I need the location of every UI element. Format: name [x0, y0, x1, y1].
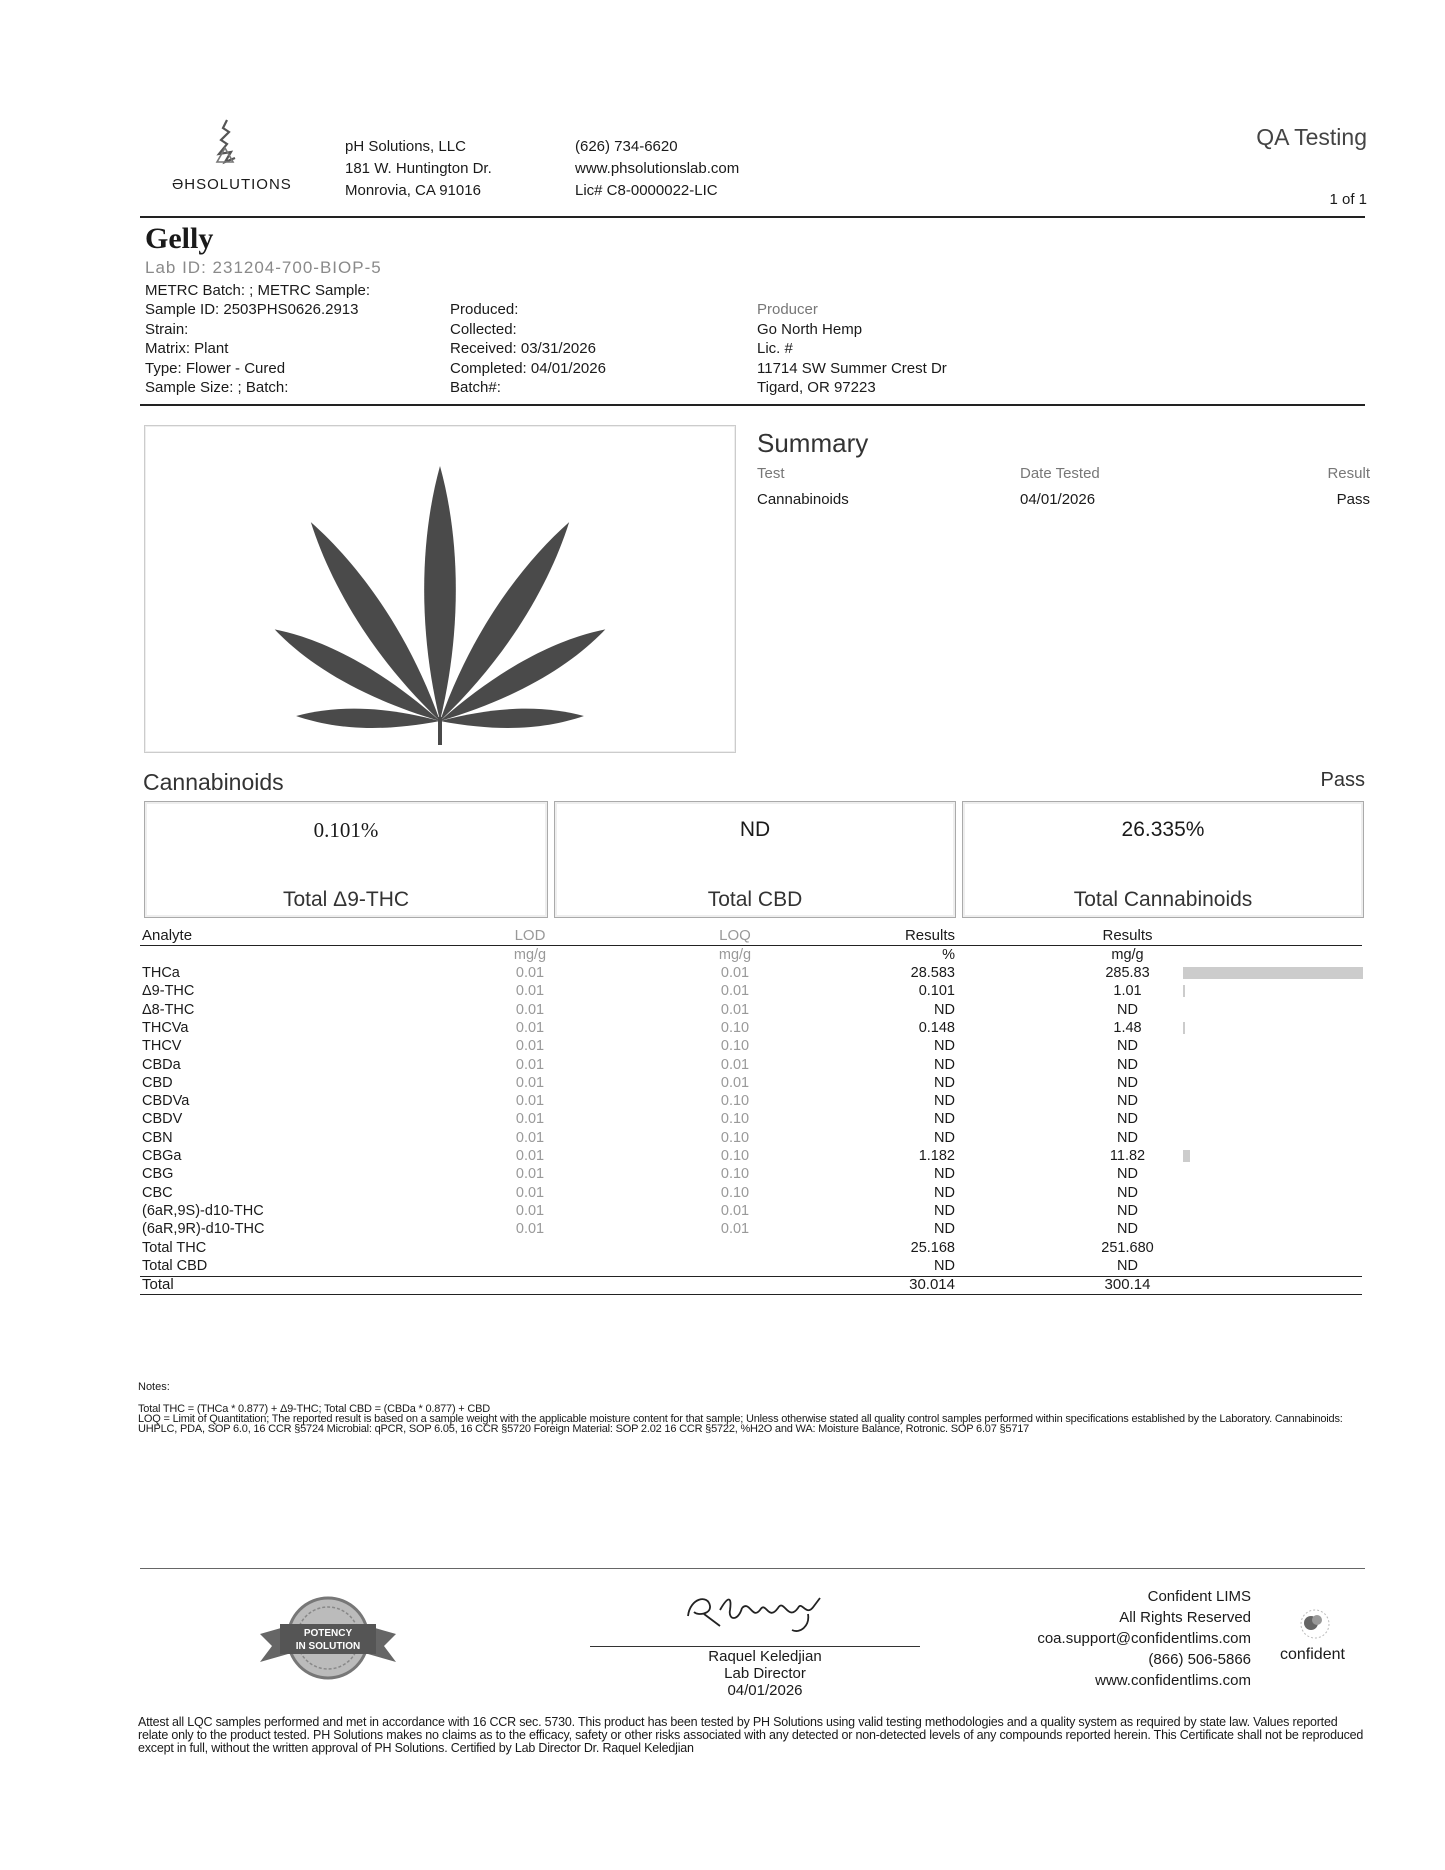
analyte-loq: 0.01 [720, 983, 750, 999]
col-analyte: Analyte [142, 927, 193, 944]
analyte-result-mg: ND [1117, 1111, 1138, 1127]
strain: Strain: [145, 320, 189, 338]
sample-image-frame [144, 425, 736, 753]
producer-license: Lic. # [757, 340, 793, 357]
analyte-result-pct: ND [934, 1185, 955, 1201]
analyte-name: Total THC [142, 1240, 207, 1256]
producer-address-2: Tigard, OR 97223 [757, 379, 876, 396]
analyte-result-mg: ND [1117, 1258, 1138, 1274]
card-label: Total Cannabinoids [1073, 888, 1253, 911]
analyte-result-pct: ND [934, 1093, 955, 1109]
attestation: Attest all LQC samples performed and met in accordance with 16 CCR sec. 5730. This product has been tested by PH Solutions using valid testing methodologies and a quality system as required by state law. Values reported relate only to the product tested. PH Solutions makes no claims as to the efficacy, safety or other risks associated with any detected or non-detected levels of any compounds reported herein. This Certificate shall not be reproduced except in full, without the written approval of PH Solutions. Certified by Lab Director Dr. Raquel Keledjian [138, 1715, 1364, 1755]
producer-address-1: 11714 SW Summer Crest Dr [757, 359, 947, 377]
completed: Completed: 04/01/2026 [450, 359, 606, 377]
analyte-result-mg: 1.48 [1113, 1020, 1142, 1036]
analyte-lod: 0.01 [515, 1057, 545, 1073]
company-address-1: 181 W. Huntington Dr. [345, 160, 492, 177]
summary-date: 04/01/2026 [1020, 491, 1096, 508]
summary-header-test: Test [757, 465, 785, 482]
analyte-name: Δ8-THC [142, 1002, 195, 1018]
analyte-name: THCV [142, 1038, 182, 1054]
signer-block [690, 1648, 840, 1699]
analyte-lod: 0.01 [515, 1075, 545, 1091]
analyte-result-pct: 25.168 [910, 1240, 955, 1256]
svg-text:IN SOLUTION: IN SOLUTION [295, 1641, 361, 1652]
analyte-lod: 0.01 [515, 1093, 545, 1109]
analyte-result-pct: ND [934, 1221, 955, 1237]
analyte-result-mg: ND [1117, 1203, 1138, 1219]
received: Received: 03/31/2026 [450, 340, 596, 357]
lims-email: coa.support@confidentlims.com [1037, 1630, 1251, 1647]
analyte-lod: 0.01 [515, 1020, 545, 1036]
unit-loq: mg/g [718, 947, 752, 963]
analyte-result-pct: ND [934, 1002, 955, 1018]
analyte-name: THCVa [142, 1020, 189, 1036]
analyte-loq: 0.01 [720, 1075, 750, 1091]
analyte-name: CBDa [142, 1057, 181, 1073]
signer-date: 04/01/2026 [727, 1682, 803, 1699]
total-d9-thc-card [144, 801, 548, 918]
analyte-lod: 0.01 [515, 1002, 545, 1018]
analyte-bar [1183, 1022, 1185, 1034]
total-mg: 300.14 [1104, 1276, 1151, 1293]
analyte-loq: 0.01 [720, 965, 750, 981]
analyte-result-pct: 0.101 [918, 983, 955, 999]
produced: Produced: [450, 301, 519, 318]
page-number: 1 of 1 [1329, 191, 1367, 208]
analyte-bar [1183, 985, 1185, 997]
analyte-result-mg: ND [1117, 1075, 1138, 1091]
col-loq: LOQ [719, 927, 751, 944]
analyte-result-pct: ND [934, 1130, 955, 1146]
analyte-name: Total CBD [142, 1258, 208, 1274]
analyte-result-pct: 28.583 [910, 965, 955, 981]
summary-title: Summary [757, 428, 869, 458]
analyte-lod: 0.01 [515, 1111, 545, 1127]
total-bottom-rule [140, 1294, 1362, 1295]
analyte-name: CBC [142, 1185, 173, 1201]
company-phone: (626) 734-6620 [575, 138, 678, 155]
lab-id: Lab ID: 231204-700-BIOP-5 [145, 258, 382, 277]
summary-test: Cannabinoids [757, 491, 849, 508]
card-value: ND [739, 818, 771, 841]
card-value: 26.335% [1121, 818, 1205, 841]
analyte-lod: 0.01 [515, 983, 545, 999]
analyte-name: CBG [142, 1166, 174, 1182]
lims-rights: All Rights Reserved [1119, 1609, 1251, 1626]
total-pct: 30.014 [909, 1276, 955, 1293]
signature-rule [590, 1646, 920, 1647]
analyte-result-mg: 251.680 [1101, 1240, 1154, 1256]
signature-icon [680, 1586, 850, 1636]
analyte-name: Δ9-THC [142, 983, 195, 999]
analyte-name: CBN [142, 1130, 173, 1146]
cannabis-leaf-icon [145, 426, 735, 752]
company-address-2: Monrovia, CA 91016 [345, 182, 481, 199]
card-value: 0.101% [313, 818, 379, 842]
lims-block [1037, 1586, 1251, 1691]
analyte-result-mg: ND [1117, 1130, 1138, 1146]
company-name: pH Solutions, LLC [345, 138, 466, 155]
analyte-name: (6aR,9R)-d10-THC [142, 1221, 265, 1237]
analyte-name: (6aR,9S)-d10-THC [142, 1203, 264, 1219]
notes-label: Notes: [138, 1381, 170, 1393]
analyte-loq: 0.10 [720, 1038, 750, 1054]
analyte-lod: 0.01 [515, 1148, 545, 1164]
analyte-result-pct: 0.148 [918, 1020, 955, 1036]
metrc-line: METRC Batch: ; METRC Sample: [145, 282, 371, 299]
analyte-name: THCa [142, 965, 180, 981]
cannabinoids-title: Cannabinoids [143, 769, 284, 795]
signer-title: Lab Director [724, 1665, 806, 1682]
notes-body [138, 1404, 1363, 1434]
svg-text:POTENCY: POTENCY [303, 1628, 353, 1639]
analyte-loq: 0.10 [720, 1148, 750, 1164]
analyte-loq: 0.10 [720, 1166, 750, 1182]
analyte-result-pct: ND [934, 1038, 955, 1054]
analyte-lod: 0.01 [515, 965, 545, 981]
analyte-lod: 0.01 [515, 1203, 545, 1219]
analyte-result-pct: ND [934, 1111, 955, 1127]
contact-block [575, 136, 739, 202]
signer-name: Raquel Keledjian [708, 1648, 822, 1665]
analyte-bar [1183, 967, 1363, 979]
card-label: Total Δ9-THC [282, 888, 410, 911]
producer-block [757, 300, 947, 398]
sample-size: Sample Size: ; Batch: [145, 379, 289, 396]
total-cbd-card [554, 801, 956, 918]
company-license: Lic# C8-0000022-LIC [575, 182, 718, 199]
summary-header-result: Result [1327, 465, 1370, 482]
analyte-loq: 0.10 [720, 1020, 750, 1036]
total-label: Total [142, 1276, 174, 1293]
producer-name: Go North Hemp [757, 320, 863, 338]
summary-header-date: Date Tested [1020, 465, 1100, 482]
analyte-name: CBDV [142, 1111, 183, 1127]
analyte-result-pct: ND [934, 1075, 955, 1091]
col-results-mg: Results [1102, 927, 1153, 944]
header-rule [140, 216, 1365, 218]
analyte-lod: 0.01 [515, 1038, 545, 1054]
producer-label: Producer [757, 301, 818, 318]
analyte-loq: 0.01 [720, 1057, 750, 1073]
matrix: Matrix: Plant [145, 340, 229, 357]
analyte-loq: 0.10 [720, 1185, 750, 1201]
lims-name: Confident LIMS [1147, 1588, 1251, 1605]
analyte-loq: 0.01 [720, 1002, 750, 1018]
notes-formula: Total THC = (THCa * 0.877) + Δ9-THC; Total CBD = (CBDa * 0.877) + CBD [138, 1403, 490, 1415]
analyte-result-mg: 11.82 [1109, 1148, 1146, 1164]
analyte-result-mg: ND [1117, 1038, 1138, 1054]
analyte-lod: 0.01 [515, 1166, 545, 1182]
analyte-lod: 0.01 [515, 1130, 545, 1146]
batch-number: Batch#: [450, 379, 501, 396]
analyte-lod: 0.01 [515, 1221, 545, 1237]
lims-website: www.confidentlims.com [1095, 1672, 1251, 1689]
sample-rule [140, 404, 1365, 406]
company-block [345, 136, 492, 202]
company-website: www.phsolutionslab.com [575, 160, 740, 177]
analyte-lod: 0.01 [515, 1185, 545, 1201]
lims-phone: (866) 506-5866 [1148, 1651, 1251, 1668]
analyte-loq: 0.10 [720, 1093, 750, 1109]
analyte-result-pct: ND [934, 1203, 955, 1219]
analyte-result-pct: ND [934, 1057, 955, 1073]
accreditation-seal-icon [258, 1590, 398, 1690]
analyte-result-mg: 1.01 [1113, 983, 1142, 999]
footer-rule [140, 1568, 1365, 1569]
analyte-result-mg: ND [1117, 1221, 1138, 1237]
unit-lod: mg/g [513, 947, 547, 963]
analyte-result-pct: ND [934, 1258, 955, 1274]
analyte-name: CBDVa [142, 1093, 190, 1109]
analyte-result-mg: ND [1117, 1057, 1138, 1073]
collected: Collected: [450, 320, 517, 338]
card-label: Total CBD [707, 888, 803, 911]
analyte-result-mg: ND [1117, 1185, 1138, 1201]
analyte-result-pct: 1.182 [918, 1148, 955, 1164]
analyte-name: CBGa [142, 1148, 182, 1164]
cannabinoids-result: Pass [1320, 769, 1365, 791]
analyte-name: CBD [142, 1075, 173, 1091]
unit-mg: mg/g [1111, 947, 1144, 963]
analyte-result-mg: 285.83 [1105, 965, 1150, 981]
analyte-result-mg: ND [1117, 1002, 1138, 1018]
dates-block [450, 300, 606, 398]
col-results-pct: Results [904, 927, 955, 944]
sample-title: Gelly [145, 222, 214, 255]
analyte-result-mg: ND [1117, 1093, 1138, 1109]
col-lod: LOD [514, 927, 546, 944]
analyte-loq: 0.10 [720, 1111, 750, 1127]
confident-logo-icon [1295, 1606, 1335, 1642]
total-cannabinoids-card [962, 801, 1364, 918]
sample-details [145, 300, 358, 398]
confident-logo-text: confident [1280, 1646, 1345, 1663]
analyte-loq: 0.01 [720, 1203, 750, 1219]
logo-text: ƏHSOLUTIONS [172, 176, 292, 193]
analyte-result-pct: ND [934, 1166, 955, 1182]
analyte-loq: 0.10 [720, 1130, 750, 1146]
unit-pct: % [942, 947, 955, 963]
analyte-loq: 0.01 [720, 1221, 750, 1237]
analyte-result-mg: ND [1117, 1166, 1138, 1182]
summary-result: Pass [1336, 491, 1370, 508]
ph-solutions-logo-icon [205, 118, 245, 174]
sample-id: Sample ID: 2503PHS0626.2913 [145, 301, 359, 318]
doc-type: QA Testing [1256, 124, 1367, 150]
notes-methods: LOQ = Limit of Quantitation; The reported result is based on a sample weight with the applicable moisture content for that sample; Unless otherwise stated all quality control samples performed within specifications established by the Laboratory. Cannabinoids: UHPLC, PDA, SOP 6.0, 16 CCR §5724 Microbial: qPCR, SOP 6.05, 16 CCR §5720 Foreign Material: SOP 2.02 16 CCR §5722, %H2O and WA: Moisture Balance, Rotronic. SOP 6.07 §5717 [138, 1413, 1343, 1435]
total-top-rule [140, 1276, 1362, 1277]
analyte-bar [1183, 1150, 1190, 1162]
type: Type: Flower - Cured [145, 359, 286, 377]
